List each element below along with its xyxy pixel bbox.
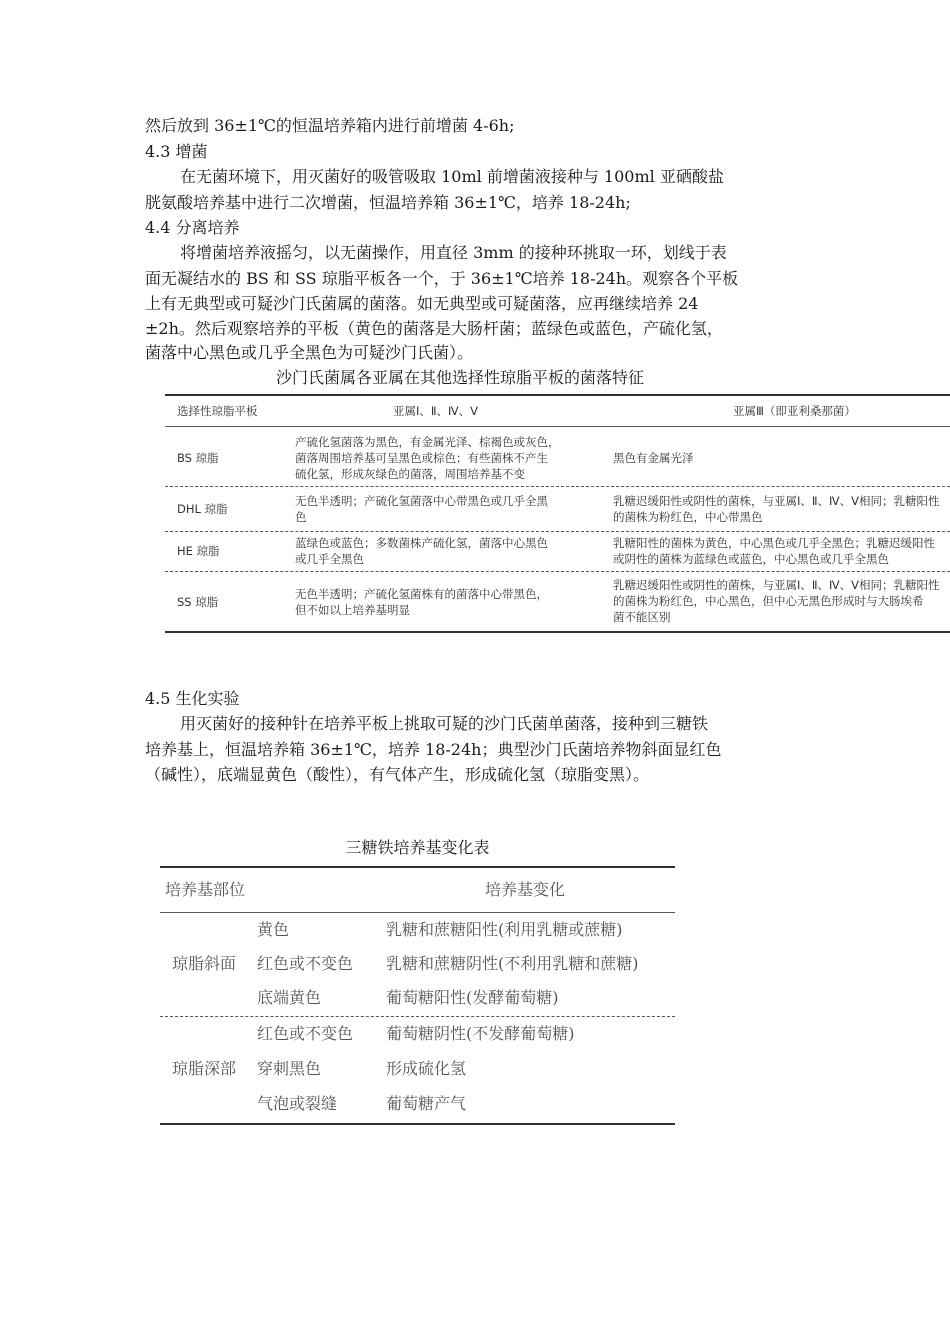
colony-characteristics-table	[165, 394, 950, 634]
text-line: ±2h。然后观察培养的平板（黄色的菌落是大肠杆菌；蓝绿色或蓝色，产硫化氢，	[145, 319, 723, 338]
table-header-rule	[165, 426, 950, 427]
table-cell: 葡萄糖阴性(不发酵葡萄糖)	[386, 1024, 575, 1043]
table1-caption: 沙门氏菌属各亚属在其他选择性琼脂平板的菌落特征	[275, 368, 644, 387]
table-cell: 菌落周围培养基可呈黑色或棕色；有些菌株不产生	[295, 451, 548, 465]
table-cell: 黄色	[257, 920, 290, 939]
table-cell-medium: BS 琼脂	[177, 451, 219, 465]
table-cell: 乳糖迟缓阳性或阴性的菌株，与亚属Ⅰ、Ⅱ、Ⅳ、Ⅴ相同；乳糖阳性	[613, 578, 940, 592]
table-cell: 葡萄糖阳性(发酵葡萄糖)	[386, 988, 559, 1007]
table-header: 选择性琼脂平板	[177, 404, 258, 418]
text-line: 在无菌环境下，用灭菌好的吸管吸取 10ml 前增菌液接种与 100ml 亚硒酸盐	[180, 167, 724, 186]
table-cell: 红色或不变色	[257, 1024, 354, 1043]
table-header: 亚属Ⅰ、Ⅱ、Ⅳ、Ⅴ	[393, 404, 479, 418]
section-heading-4-4: 4.4 分离培养	[145, 218, 240, 237]
table-group-divider	[160, 1016, 675, 1017]
table-cell-medium: HE 琼脂	[177, 544, 220, 558]
table-cell: 乳糖和蔗糖阳性(利用乳糖或蔗糖)	[386, 920, 623, 939]
table-header-rule	[160, 912, 675, 913]
triple-sugar-iron-table	[160, 866, 675, 1128]
table-cell-part: 琼脂深部	[172, 1059, 237, 1078]
section-heading-4-3: 4.3 增菌	[145, 142, 208, 161]
table-cell: 乳糖和蔗糖阴性(不利用乳糖和蔗糖)	[386, 954, 639, 973]
table-cell: 无色半透明；产硫化氢菌株有的菌落中心带黑色，	[295, 587, 548, 601]
table-cell-part: 琼脂斜面	[172, 954, 237, 973]
table-cell: 无色半透明；产硫化氢菌落中心带黑色或几乎全黑	[295, 494, 548, 508]
table-cell-medium: DHL 琼脂	[177, 502, 228, 516]
table-header: 培养基部位	[165, 880, 246, 899]
table-cell: 或阴性的菌株为蓝绿色或蓝色，中心黑色或几乎全黑色	[613, 552, 889, 566]
table-cell: 色	[295, 510, 307, 524]
table-cell: 黑色有金属光泽	[613, 451, 694, 465]
table-cell-medium: SS 琼脂	[177, 595, 219, 609]
table-header: 亚属Ⅲ（即亚利桑那菌）	[733, 404, 856, 418]
table-row-divider	[165, 571, 950, 572]
table-bottom-rule	[160, 1123, 675, 1125]
text-line: 上有无典型或可疑沙门氏菌属的菌落。如无典型或可疑菌落，应再继续培养 24	[145, 294, 699, 313]
text-line: （碱性），底端显黄色（酸性），有气体产生，形成硫化氢（琼脂变黑）。	[145, 765, 650, 784]
table-cell: 形成硫化氢	[386, 1059, 467, 1078]
text-line: 用灭菌好的接种针在培养平板上挑取可疑的沙门氏菌单菌落，接种到三糖铁	[180, 714, 709, 733]
table-top-rule	[165, 394, 950, 396]
table-row-divider	[165, 486, 950, 487]
table-cell: 但不如以上培养基明显	[295, 603, 410, 617]
table-cell: 蓝绿色或蓝色；多数菌株产硫化氢，菌落中心黑色	[295, 536, 548, 550]
section-heading-4-5: 4.5 生化实验	[145, 689, 240, 708]
text-line: 培养基上，恒温培养箱 36±1℃，培养 18-24h；典型沙门氏菌培养物斜面显红色	[145, 740, 722, 759]
table2-caption: 三糖铁培养基变化表	[345, 838, 490, 857]
table-cell: 气泡或裂缝	[257, 1094, 338, 1113]
table-top-rule	[160, 866, 675, 868]
table-cell: 底端黄色	[257, 988, 322, 1007]
table-cell: 硫化氢，形成灰绿色的菌落，周围培养基不变	[295, 467, 525, 481]
table-cell: 的菌株为粉红色，中心带黑色	[613, 510, 763, 524]
table-row-divider	[165, 531, 950, 532]
table-cell: 或几乎全黑色	[295, 552, 364, 566]
text-line: 将增菌培养液摇匀，以无菌操作，用直径 3mm 的接种环挑取一环，划线于表	[180, 243, 727, 262]
table-bottom-rule	[165, 631, 950, 633]
table-header: 培养基变化	[485, 880, 566, 899]
table-cell: 的菌株为粉红色，中心黑色，但中心无黑色形成时与大肠埃希	[613, 594, 924, 608]
table-cell: 红色或不变色	[257, 954, 354, 973]
table-cell: 产硫化氢菌落为黑色，有金属光泽、棕褐色或灰色，	[295, 435, 560, 449]
text-line: 然后放到 36±1℃的恒温培养箱内进行前增菌 4-6h;	[145, 116, 515, 135]
text-line: 菌落中心黑色或几乎全黑色为可疑沙门氏菌）。	[145, 343, 474, 362]
table-cell: 穿刺黑色	[257, 1059, 322, 1078]
text-line: 面无凝结水的 BS 和 SS 琼脂平板各一个，于 36±1℃培养 18-24h。观察各个平板	[145, 269, 739, 288]
text-line: 胱氨酸培养基中进行二次增菌，恒温培养箱 36±1℃，培养 18-24h;	[145, 193, 631, 212]
table-cell: 乳糖迟缓阳性或阴性的菌株，与亚属Ⅰ、Ⅱ、Ⅳ、Ⅴ相同；乳糖阳性	[613, 494, 940, 508]
table-cell: 葡萄糖产气	[386, 1094, 467, 1113]
table-cell: 菌不能区别	[613, 610, 671, 624]
table-cell: 乳糖阳性的菌株为黄色，中心黑色或几乎全黑色；乳糖迟缓阳性	[613, 536, 935, 550]
